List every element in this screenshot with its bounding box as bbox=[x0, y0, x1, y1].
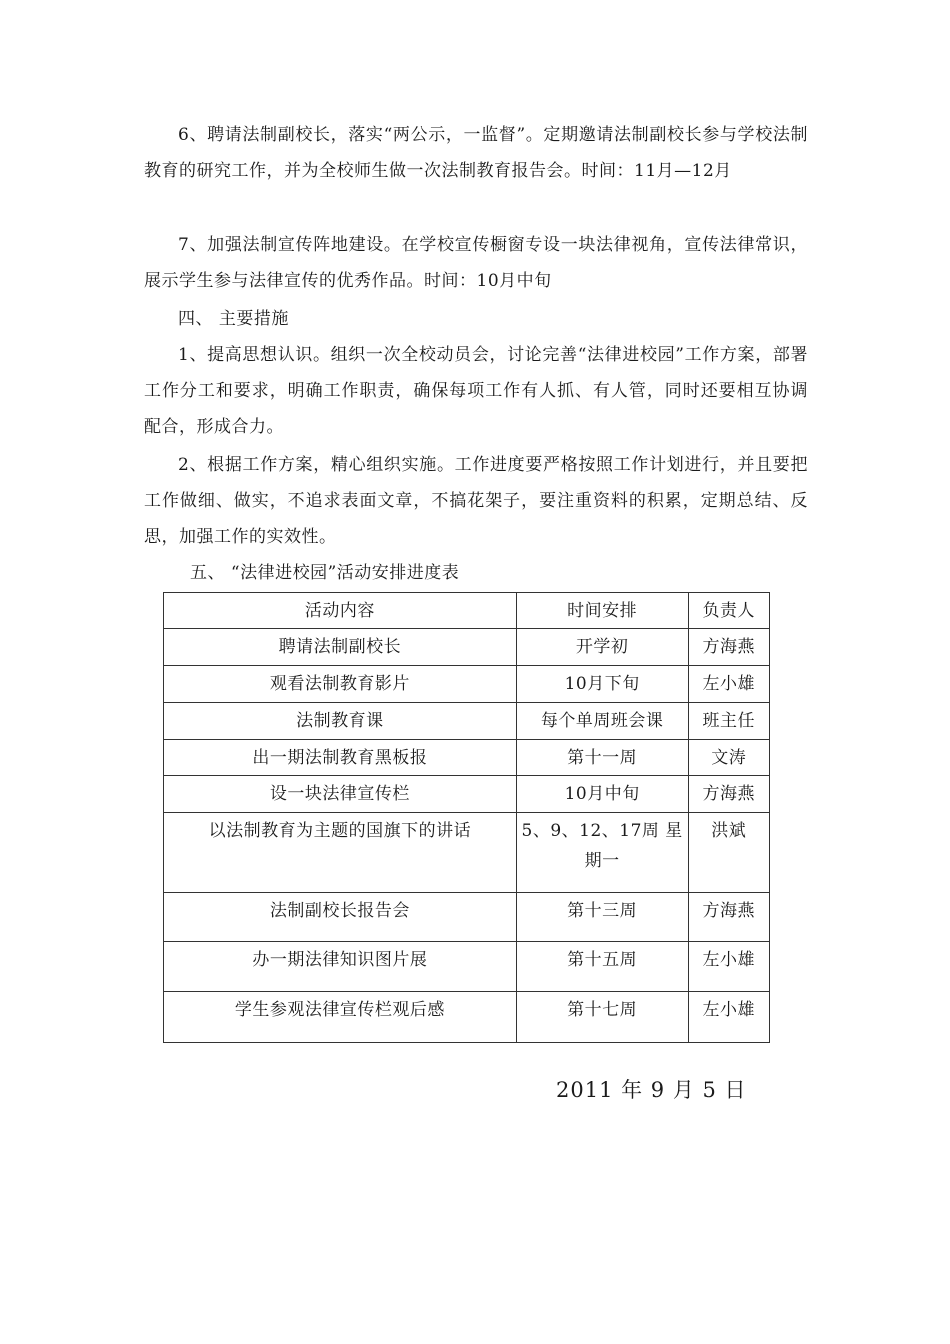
cell-owner: 文涛 bbox=[688, 740, 769, 776]
table-row bbox=[164, 942, 770, 992]
cell-activity: 办一期法律知识图片展 bbox=[164, 942, 517, 992]
table-row bbox=[164, 992, 770, 1043]
cell-time: 第十五周 bbox=[516, 942, 688, 992]
document-date: 2011 年 9 月 5 日 bbox=[556, 1078, 747, 1102]
cell-time: 5、9、12、17周 星期一 bbox=[516, 813, 688, 893]
cell-owner: 方海燕 bbox=[688, 893, 769, 942]
table-row bbox=[164, 666, 770, 703]
table-row bbox=[164, 776, 770, 813]
paragraph-item-7: 7、加强法制宣传阵地建设。在学校宣传橱窗专设一块法律视角，宣传法律常识，展示学生参与法律宣传的优秀作品。时间：10月中旬 bbox=[144, 235, 808, 291]
schedule-table bbox=[163, 592, 770, 1043]
cell-activity: 学生参观法律宣传栏观后感 bbox=[164, 992, 517, 1043]
paragraph-measure-2: 2、根据工作方案，精心组织实施。工作进度要严格按照工作计划进行，并且要把工作做细、做实，不追求表面文章，不搞花架子，要注重资料的积累，定期总结、反思，加强工作的实效性。 bbox=[144, 455, 808, 547]
cell-activity: 聘请法制副校长 bbox=[164, 629, 517, 666]
cell-owner: 方海燕 bbox=[688, 776, 769, 813]
table-row bbox=[164, 740, 770, 776]
paragraph-measure-1: 1、提高思想认识。组织一次全校动员会，讨论完善“法律进校园”工作方案，部署工作分工和要求，明确工作职责，确保每项工作有人抓、有人管，同时还要相互协调配合，形成合力。 bbox=[144, 345, 808, 437]
cell-activity: 出一期法制教育黑板报 bbox=[164, 740, 517, 776]
cell-owner: 洪斌 bbox=[688, 813, 769, 893]
cell-owner: 左小雄 bbox=[688, 992, 769, 1043]
table-header-row bbox=[164, 593, 770, 629]
cell-owner: 左小雄 bbox=[688, 666, 769, 703]
cell-time: 10月中旬 bbox=[516, 776, 688, 813]
header-owner: 负责人 bbox=[688, 593, 769, 629]
cell-time: 第十三周 bbox=[516, 893, 688, 942]
cell-time: 每个单周班会课 bbox=[516, 703, 688, 740]
section-heading-schedule: 五、 “法律进校园”活动安排进度表 bbox=[190, 563, 460, 583]
header-time: 时间安排 bbox=[516, 593, 688, 629]
cell-owner: 左小雄 bbox=[688, 942, 769, 992]
section-heading-measures: 四、 主要措施 bbox=[178, 309, 289, 329]
cell-time: 第十一周 bbox=[516, 740, 688, 776]
paragraph-item-6: 6、聘请法制副校长，落实“两公示，一监督”。定期邀请法制副校长参与学校法制教育的研究工作，并为全校师生做一次法制教育报告会。时间：11月—12月 bbox=[144, 125, 808, 181]
cell-owner: 班主任 bbox=[688, 703, 769, 740]
cell-activity: 以法制教育为主题的国旗下的讲话 bbox=[164, 813, 517, 893]
cell-time: 10月下旬 bbox=[516, 666, 688, 703]
cell-activity: 设一块法律宣传栏 bbox=[164, 776, 517, 813]
table-row bbox=[164, 813, 770, 893]
cell-activity: 观看法制教育影片 bbox=[164, 666, 517, 703]
cell-activity: 法制教育课 bbox=[164, 703, 517, 740]
table-row bbox=[164, 893, 770, 942]
cell-activity: 法制副校长报告会 bbox=[164, 893, 517, 942]
cell-owner: 方海燕 bbox=[688, 629, 769, 666]
table-row bbox=[164, 703, 770, 740]
header-activity: 活动内容 bbox=[164, 593, 517, 629]
table-row bbox=[164, 629, 770, 666]
cell-time: 开学初 bbox=[516, 629, 688, 666]
cell-time: 第十七周 bbox=[516, 992, 688, 1043]
